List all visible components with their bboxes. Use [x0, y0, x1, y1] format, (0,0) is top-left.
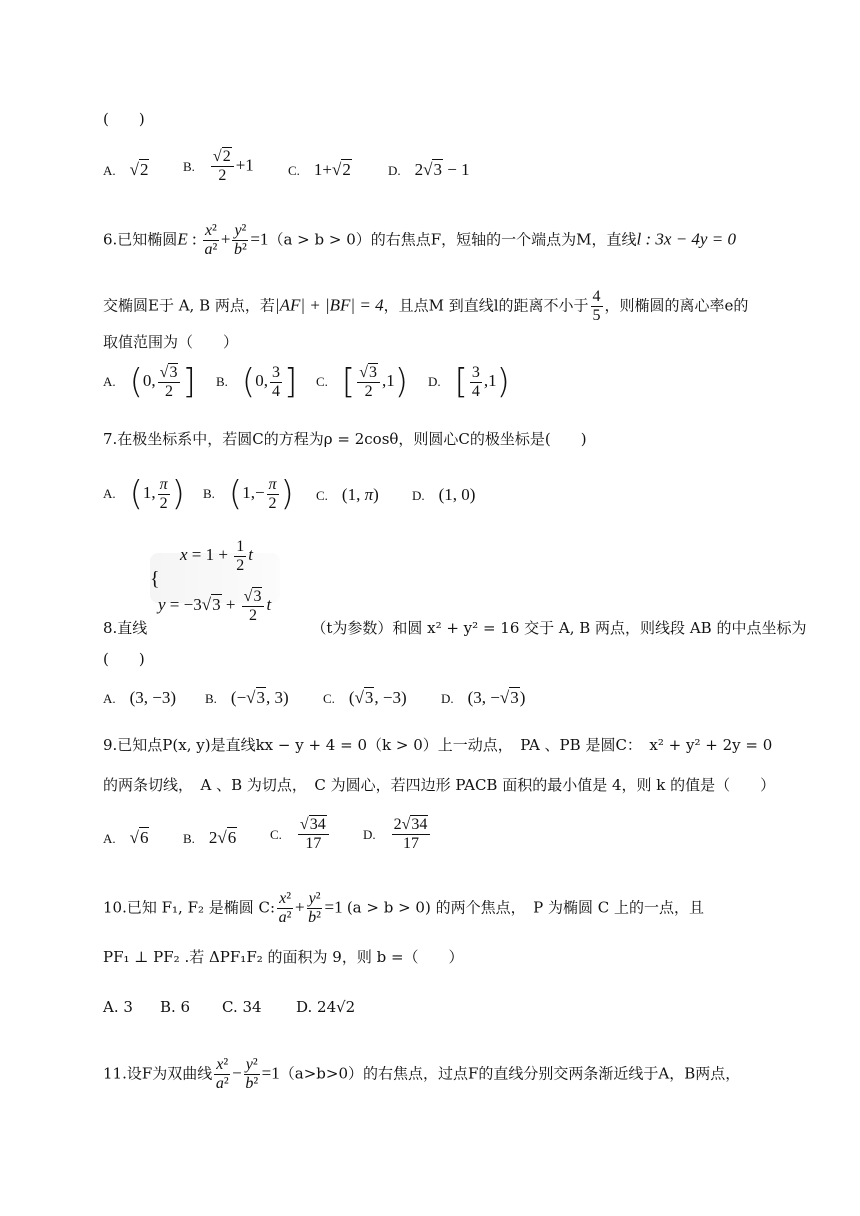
- q8-option-b: B. (−√3, 3): [205, 688, 289, 707]
- q6-option-b: B. (0, $\frac{3}{4}$ ]: [216, 362, 298, 402]
- q9-option-b: B. 2√6: [183, 828, 237, 847]
- q5-option-b: B. $\frac{√2}{2}$ +1: [183, 148, 254, 184]
- q5-paren: ( ): [103, 110, 145, 128]
- question-6-line-3: 取值范围为（ ）: [103, 333, 239, 351]
- q9-option-d: D. $\frac{2√34}{17}$: [363, 816, 432, 853]
- q10-option-d: D. 24√2: [296, 998, 356, 1016]
- question-6-line-1: 6.已知椭圆E : $\frac{\text{x²}}{\text{a²}}$ + $\frac{\text{y²}}{\text{b²}}$ =1（a > b > 0）的右焦点F，短轴的一个端点为M，直线l : 3x − 4y = 0: [103, 222, 736, 258]
- q10-option-c: C. 34: [222, 998, 262, 1016]
- question-9-line-2: 的两条切线， A 、B 为切点， C 为圆心，若四边形 PACB 面积的最小值是 4，则 k 的值是（ ）: [103, 776, 776, 794]
- q8-option-c: C. (√3, −3): [323, 688, 407, 707]
- q6-option-d: D. [ $\frac{3}{4}$ ,1): [428, 362, 510, 402]
- question-6-line-2: 交椭圆E于 A, B 两点，若|AF| + |BF| = 4，且点M 到直线l的距离不小于 $\frac{4}{5}$ ，则椭圆的离心率e的: [103, 288, 749, 324]
- question-7: 7.在极坐标系中，若圆C的方程为ρ = 2cosθ，则圆心C的极坐标是( ): [103, 430, 587, 448]
- question-8-line-1: 8.直线 （t为参数）和圆 x² + y² = 16 交于 A, B 两点，则线段 AB 的中点坐标为: [103, 619, 807, 637]
- question-8-line-2: ( ): [103, 650, 145, 668]
- q9-option-c: C. $\frac{√34}{17}$: [270, 816, 331, 853]
- question-10-line-1: 10.已知 F₁, F₂ 是椭圆 C: $\frac{\text{x²}}{\text{a²}}$ + $\frac{\text{y²}}{\text{b²}}$ =1 (a > b > 0) 的两个焦点， P 为椭圆 C 上的一点，且: [103, 890, 704, 926]
- q7-option-b: B. (1,− $\frac{\pi}{2}$ ): [203, 474, 294, 514]
- q6-option-c: C. [ $\frac{√3}{2}$ ,1): [316, 362, 408, 402]
- q7-option-a: A. (1, $\frac{\pi}{2}$ ): [103, 474, 185, 514]
- q10-option-b: B. 6: [160, 998, 191, 1016]
- q6-option-a: A. (0, $\frac{√3}{2}$ ]: [103, 362, 196, 402]
- q5-option-d: D. 2√3 − 1: [388, 160, 470, 179]
- question-9-line-1: 9.已知点P(x, y)是直线kx − y + 4 = 0（k > 0）上一动点， PA 、PB 是圆C： x² + y² + 2y = 0: [103, 736, 773, 754]
- q7-option-c: C. (1, π): [316, 485, 379, 504]
- q8-option-a: A. (3, −3): [103, 688, 177, 707]
- q10-option-a: A. 3: [103, 998, 133, 1016]
- q9-option-a: A. √6: [103, 828, 149, 847]
- question-10-line-2: PF₁ ⊥ PF₂ .若 ΔPF₁F₂ 的面积为 9，则 b =（ ）: [103, 948, 464, 966]
- q7-option-d: D. (1, 0): [412, 485, 476, 504]
- q5-option-c: C. 1+√2: [288, 160, 351, 179]
- q8-option-d: D. (3, −√3): [441, 688, 526, 707]
- question-11-line-1: 11.设F为双曲线 $\frac{\text{x²}}{\text{a²}}$ − $\frac{\text{y²}}{\text{b²}}$ =1（a>b>0）的右焦点，过点F的直线分别交两条渐近线于A，B两点，: [103, 1056, 741, 1092]
- q5-option-a: A. √2: [103, 160, 149, 179]
